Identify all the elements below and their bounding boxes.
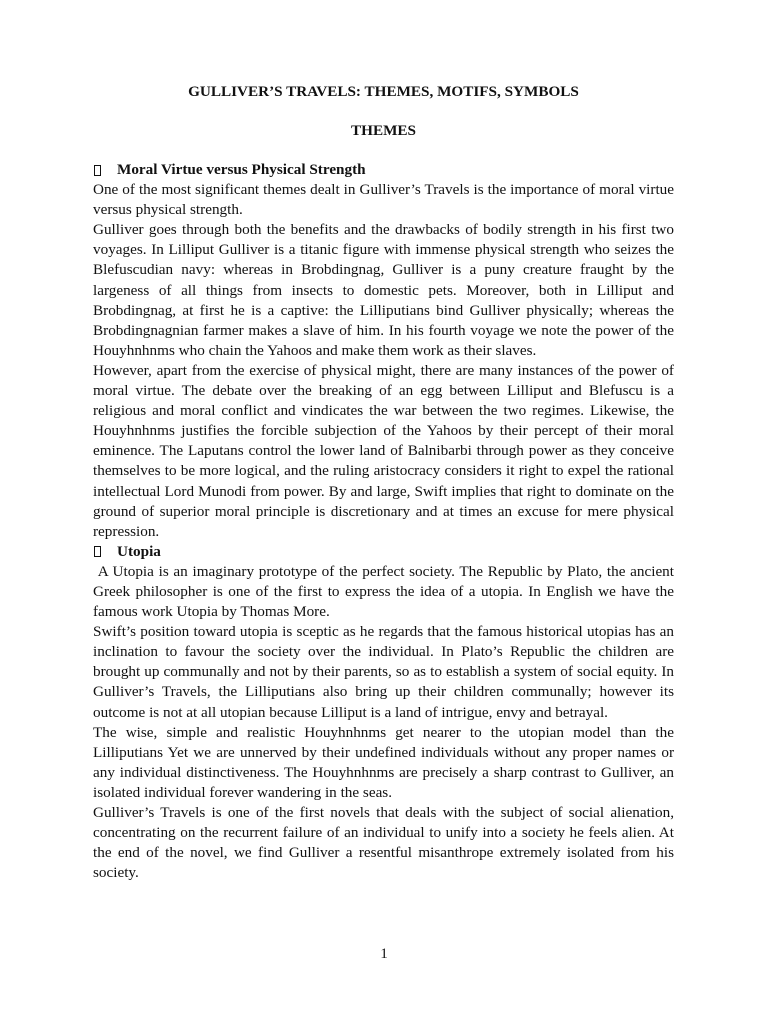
- document-title: GULLIVER’S TRAVELS: THEMES, MOTIFS, SYMBOLS: [188, 83, 579, 100]
- paragraph: The wise, simple and realistic Houyhnhnms get nearer to the utopian model than the Lilliputians Yet we are unnerved by their undefined individuals without any proper names or any individual distinctiveness. The Houyhnhnms are precisely a sharp contrast to Gulliver, an isolated individual forever wandering in the seas.: [93, 723, 674, 801]
- paragraph: Swift’s position toward utopia is sceptic as he regards that the famous historical utopias has an inclination to favour the society over the individual. In Plato’s Republic the children are brought up communally and not by their parents, so as to establish a system of social equity. In Gulliver’s Travels, the Lilliputians also bring up their children communally; however its outcome is not at all utopian because Lilliput is a land of intrigue, envy and betrayal.: [93, 623, 674, 721]
- bullet-box-icon: [94, 546, 101, 557]
- subheading-label: Moral Virtue versus Physical Strength: [117, 161, 366, 178]
- subheading-utopia: [93, 542, 674, 562]
- section-heading-themes: THEMES: [351, 122, 416, 139]
- paragraph: One of the most significant themes dealt in Gulliver’s Travels is the importance of moral virtue versus physical strength.: [93, 181, 674, 219]
- paragraph: Gulliver goes through both the benefits and the drawbacks of bodily strength in his first two voyages. In Lilliput Gulliver is a titanic figure with immense physical strength who seizes the Blefuscudian navy: whereas in Brobdingnag, Gulliver is a puny creature fraught by the largeness of all things from insects to domestic pets. Moreover, both in Lilliput and Brobdingnag, at first he is a captive: the Lilliputians bind Gulliver physically; whereas the Brobdingnagnian farmer makes a slave of him. In his fourth voyage we note the power of the Houyhnhnms who chain the Yahoos and make them work as their slaves.: [93, 221, 674, 359]
- page-number: 1: [380, 945, 388, 962]
- bullet-box-icon: [94, 165, 101, 176]
- subheading-moral-virtue: [93, 160, 674, 180]
- paragraph: However, apart from the exercise of physical might, there are many instances of the power of moral virtue. The debate over the breaking of an egg between Lilliput and Blefuscu is a religious and moral conflict and vindicates the war between the two regimes. Likewise, the Houyhnhnms justifies the forcible subjection of the Yahoos by their percept of their moral eminence. The Laputans control the lower land of Balnibarbi through power as they conceive themselves to be more logical, and the ruling aristocracy considers it right to expel the rational intellectual Lord Munodi from power. By and large, Swift implies that right to dominate on the ground of superior moral principle is discretionary and at times an excuse for mere physical repression.: [93, 361, 674, 540]
- paragraph: A Utopia is an imaginary prototype of the perfect society. The Republic by Plato, the ancient Greek philosopher is one of the first to express the idea of a utopia. In English we have the famous work Utopia by Thomas More.: [93, 562, 678, 621]
- subheading-label: Utopia: [117, 542, 161, 560]
- document-page: [93, 82, 678, 883]
- paragraph: Gulliver’s Travels is one of the first novels that deals with the subject of social alienation, concentrating on the recurrent failure of an individual to unify into a society he feels alien. At the end of the novel, we find Gulliver a resentful misanthrope extremely isolated from his society.: [93, 804, 674, 882]
